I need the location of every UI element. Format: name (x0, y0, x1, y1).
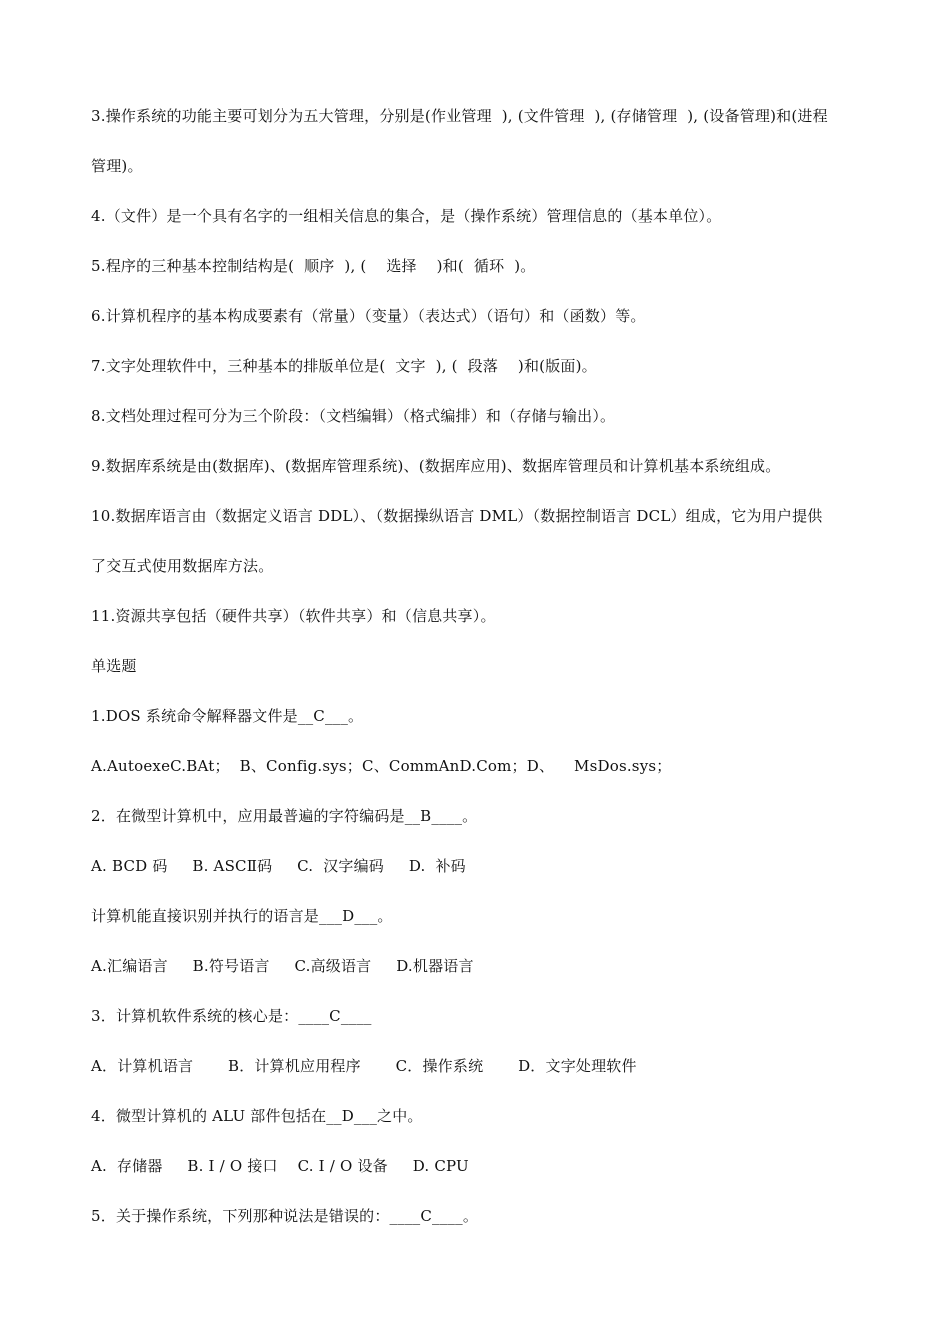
text-line-mc1-question: 1.DOS 系统命令解释器文件是__C___。 (91, 707, 364, 725)
text-line-mc2-question: 2．在微型计算机中，应用最普遍的字符编码是__B____。 (91, 807, 478, 825)
text-line-q10-fill-cont: 了交互式使用数据库方法。 (91, 557, 274, 575)
text-line-q3-fill-cont: 管理)。 (91, 157, 143, 175)
text-line-mc1-options: A.AutoexeC.BAt； B、Config.sys；C、CommAnD.Com；D、 MsDos.sys； (91, 757, 672, 775)
text-line-q11-fill: 11.资源共享包括（硬件共享）（软件共享）和（信息共享）。 (91, 607, 496, 625)
text-line-mc2-options: A. BCD 码 B. ASCⅡ码 C. 汉字编码 D. 补码 (91, 857, 466, 875)
text-line-q5-fill: 5.程序的三种基本控制结构是( 顺序 ), ( 选择 )和( 循环 )。 (91, 257, 536, 275)
text-line-q6-fill: 6.计算机程序的基本构成要素有（常量）（变量）（表达式）（语句）和（函数）等。 (91, 307, 646, 325)
text-line-q9-fill: 9.数据库系统是由(数据库)、(数据库管理系统)、(数据库应用)、数据库管理员和计算机基本系统组成。 (91, 457, 781, 475)
text-line-mc3-question: 3．计算机软件系统的核心是：____C____ (91, 1007, 372, 1025)
text-line-mc3-options: A．计算机语言 B．计算机应用程序 C．操作系统 D．文字处理软件 (91, 1057, 637, 1075)
text-line-mc-lang-options: A.汇编语言 B.符号语言 C.高级语言 D.机器语言 (91, 957, 474, 975)
text-line-q10-fill: 10.数据库语言由（数据定义语言 DDL）、（数据操纵语言 DML）（数据控制语言 DCL）组成，它为用户提供 (91, 507, 823, 525)
text-line-q3-fill: 3.操作系统的功能主要可划分为五大管理，分别是(作业管理 ), (文件管理 ), (存储管理 ), (设备管理)和(进程 (91, 107, 828, 125)
text-line-mc4-options: A. 存储器 B. I / O 接口 C. I / O 设备 D. CPU (91, 1157, 469, 1175)
text-line-mc5-question: 5．关于操作系统，下列那种说法是错误的：____C____。 (91, 1207, 479, 1225)
text-line-q7-fill: 7.文字处理软件中，三种基本的排版单位是( 文字 ), ( 段落 )和(版面)。 (91, 357, 597, 375)
text-line-mc-lang-question: 计算机能直接识别并执行的语言是___D___。 (91, 907, 393, 925)
text-line-q4-fill: 4.（文件）是一个具有名字的一组相关信息的集合，是（操作系统）管理信息的（基本单位）。 (91, 207, 722, 225)
section-heading-single-choice: 单选题 (91, 657, 137, 675)
text-line-mc4-question: 4．微型计算机的 ALU 部件包括在__D___之中。 (91, 1107, 423, 1125)
text-line-q8-fill: 8.文档处理过程可分为三个阶段：（文档编辑）（格式编排）和（存储与输出）。 (91, 407, 616, 425)
